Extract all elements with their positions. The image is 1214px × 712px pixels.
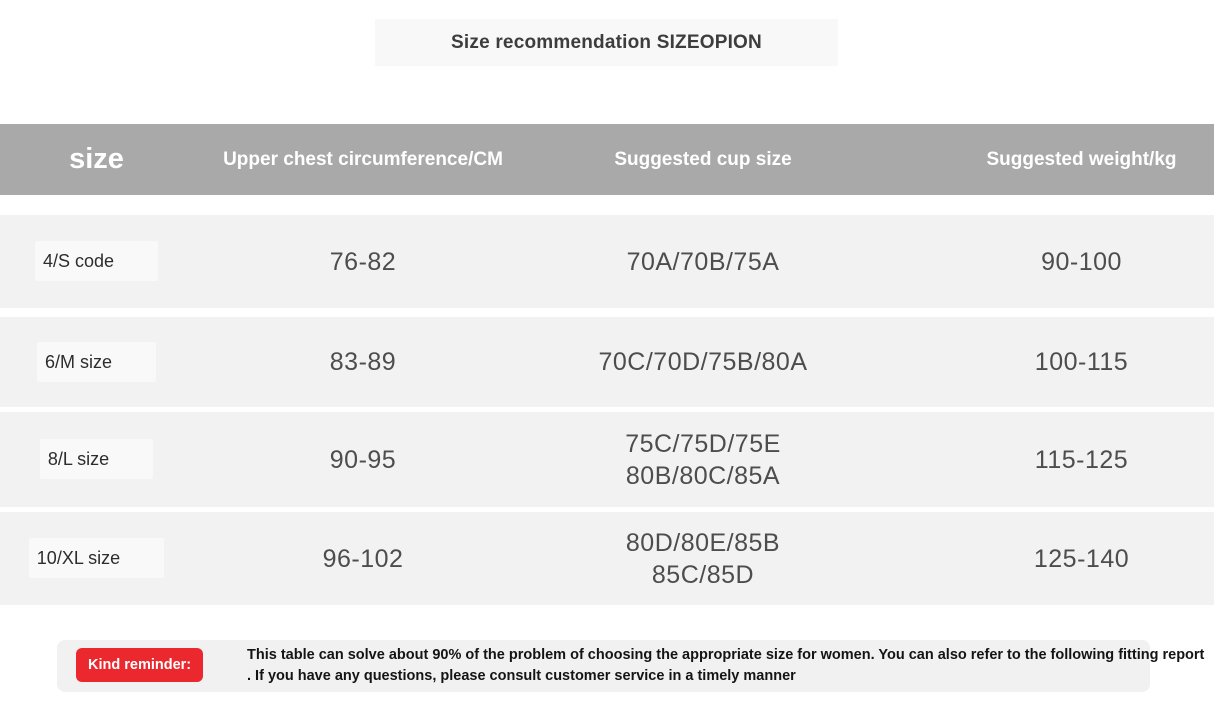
weight-value: 90-100 (1041, 247, 1122, 276)
chest-value: 83-89 (329, 348, 397, 376)
cup-value (533, 428, 873, 492)
weight-value: 125-140 (1033, 544, 1130, 573)
cup-value-line: 70A/70B/75A (626, 247, 780, 276)
column-header-weight: Suggested weight/kg (986, 148, 1177, 170)
cup-value-line: 85C/85D (651, 560, 755, 589)
reminder-text (247, 645, 1204, 687)
chest-value: 96-102 (322, 544, 404, 573)
cup-value (533, 246, 873, 278)
size-label: 6/M size (37, 342, 156, 382)
table-row (0, 215, 1214, 308)
weight-value: 100-115 (1034, 348, 1129, 376)
cup-value-line: 80B/80C/85A (625, 461, 781, 490)
table-row (0, 412, 1214, 507)
size-cell (0, 548, 193, 569)
weight-value: 115-125 (1034, 445, 1129, 474)
chest-value: 76-82 (329, 247, 397, 276)
chest-value: 90-95 (329, 445, 397, 474)
kind-reminder-badge: Kind reminder: (76, 648, 203, 682)
reminder-line: This table can solve about 90% of the problem of choosing the appropriate size for women. You can also refer to the following fitting report (247, 647, 1205, 663)
cup-value (533, 346, 873, 378)
size-cell (0, 449, 193, 470)
column-header-size: size (69, 143, 124, 175)
table-header-row (0, 124, 1214, 195)
page-title: Size recommendation SIZEOPION (451, 31, 762, 53)
reminder-box (57, 640, 1205, 692)
column-header-cup: Suggested cup size (614, 148, 792, 170)
cup-value-line: 70C/70D/75B/80A (598, 348, 808, 376)
title-band (375, 19, 838, 66)
table-row (0, 317, 1214, 407)
cup-value (533, 527, 873, 591)
column-header-chest: Upper chest circumference/CM (223, 148, 503, 170)
size-cell (0, 251, 193, 272)
cup-value-line: 75C/75D/75E (625, 429, 781, 458)
size-label: 8/L size (40, 439, 153, 479)
size-cell (0, 352, 193, 373)
cup-value-line: 80D/80E/85B (625, 528, 781, 557)
table-row (0, 512, 1214, 605)
reminder-line: . If you have any questions, please consult customer service in a timely manner (247, 668, 796, 684)
size-label: 4/S code (35, 241, 158, 281)
size-label: 10/XL size (29, 538, 164, 578)
